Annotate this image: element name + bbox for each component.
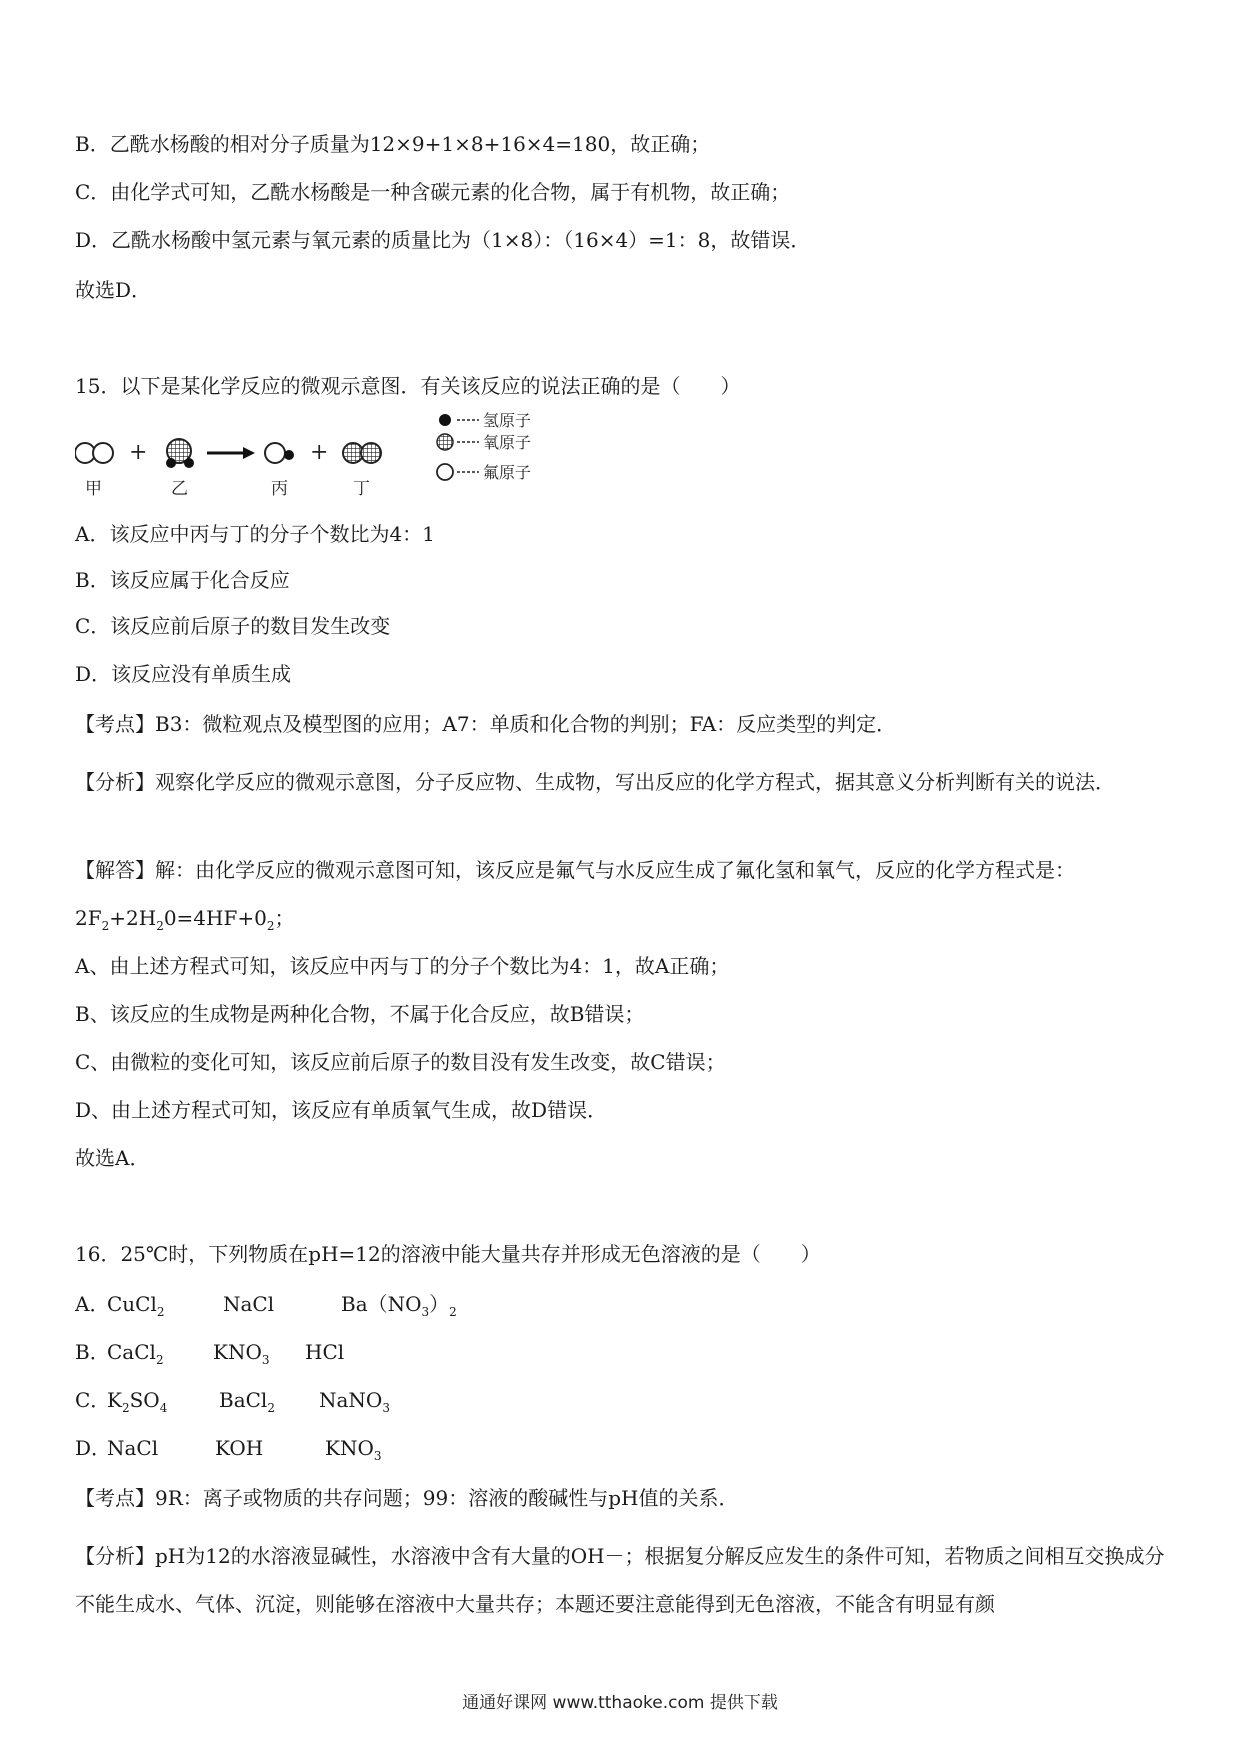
q15-jieda: 【解答】解：由化学反应的微观示意图可知，该反应是氟气与水反应生成了氟化氢和氧气，反应的化学方程式是： [75,858,1075,882]
reaction-diagram-svg [75,408,595,498]
formula: Ba（NO [341,1292,422,1316]
formula-sub: 4 [159,1401,168,1415]
formula: KOH [215,1436,264,1460]
reaction-diagram [75,408,595,498]
eq-sub: 2 [101,919,110,933]
q15-equation [75,904,1170,932]
formula-sub: 2 [121,1401,130,1415]
formula: BaCl [219,1388,268,1412]
q15-option-a: A．该反应中丙与丁的分子个数比为4：1 [75,522,435,546]
q15-fenxi: 【分析】观察化学反应的微观示意图，分子反应物、生成物，写出反应的化学方程式，据其意义分析判断有关的说法． [75,770,1115,794]
legend-hydrogen: 氢原子 [483,411,532,430]
q16-fenxi: 【分析】pH为12的水溶液显碱性，水溶液中含有大量的OH－；根据复分解反应发生的条件可知，若物质之间相互交换成分不能生成水、气体、沉淀，则能够在溶液中大量共存；本题还要注意能得到无色溶液，不能含有明显有颜 [75,1544,1165,1616]
q15-option-d: D．该反应没有单质生成 [75,662,292,686]
option-label: A． [75,1292,110,1316]
label-yi: 乙 [171,479,188,498]
q15-option-b: B．该反应属于化合反应 [75,568,290,592]
formula-sub: 2 [449,1305,457,1319]
q15-option-c: C．该反应前后原子的数目发生改变 [75,614,391,638]
q15-analysis-b: B、该反应的生成物是两种化合物，不属于化合反应，故B错误； [75,1002,645,1026]
formula-sub: 3 [382,1401,390,1415]
formula-sub: 2 [267,1401,275,1415]
svg-text:+: + [310,440,329,465]
formula-sub: 2 [156,1305,165,1319]
molecule-yi [166,439,194,468]
answer-line-b: B．乙酰水杨酸的相对分子质量为12×9+1×8+16×4=180，故正确； [75,132,711,156]
label-bing: 丙 [271,479,288,498]
formula: ） [429,1292,450,1316]
formula: CaCl [107,1340,156,1364]
option-label: C． [75,1388,111,1412]
formula: NaNO [319,1388,383,1412]
legend-oxygen: 氧原子 [483,433,532,452]
q16-stem: 16．25℃时，下列物质在pH=12的溶液中能大量共存并形成无色溶液的是（ ） [75,1242,821,1266]
formula: CuCl [107,1292,157,1316]
formula: NaCl [223,1292,275,1316]
q15-analysis-a: A、由上述方程式可知，该反应中丙与丁的分子个数比为4：1，故A正确； [75,954,730,978]
formula: K [107,1388,122,1412]
q15-stem: 15．以下是某化学反应的微观示意图．有关该反应的说法正确的是（ ） [75,374,741,398]
eq-part: 2F [75,906,102,930]
formula-sub: 3 [261,1353,270,1367]
formula: NaCl [107,1436,159,1460]
q16-kaodian: 【考点】9R：离子或物质的共存问题；99：溶液的酸碱性与pH值的关系． [75,1486,739,1510]
formula: SO [129,1388,160,1412]
eq-part: ； [274,906,295,930]
formula: KNO [325,1436,374,1460]
label-jia: 甲 [85,479,102,498]
formula: KNO [213,1340,262,1364]
eq-sub: 2 [266,919,275,933]
option-label: B． [75,1340,110,1364]
legend-fluorine: 氟原子 [483,463,532,482]
q15-analysis-d: D、由上述方程式可知，该反应有单质氧气生成，故D错误． [75,1098,608,1122]
eq-part: +2H [109,906,157,930]
option-label: D． [75,1436,112,1460]
legend [437,411,531,482]
formula-sub: 2 [155,1353,164,1367]
formula-sub: 3 [373,1449,382,1463]
molecule-jia [75,443,113,463]
formula-sub: 3 [421,1305,430,1319]
reaction-arrow [207,447,255,459]
page-footer: 通通好课网 www.tthaoke.com 提供下载 [462,1693,778,1713]
molecule-ding [343,443,381,463]
answer-line-c: C．由化学式可知，乙酰水杨酸是一种含碳元素的化合物，属于有机物，故正确； [75,180,791,204]
eq-part: 0=4HF+0 [163,906,267,930]
molecule-bing [265,443,294,463]
svg-text:+: + [129,440,148,465]
q15-kaodian: 【考点】B3：微粒观点及模型图的应用；A7：单质和化合物的判别；FA：反应类型的判定． [75,712,897,736]
label-ding: 丁 [353,479,370,498]
q15-analysis-c: C、由微粒的变化可知，该反应前后原子的数目没有发生改变，故C错误； [75,1050,726,1074]
answer-choice: 故选D． [75,278,152,302]
formula: HCl [305,1340,345,1364]
eq-sub: 2 [156,919,164,933]
q15-choice: 故选A． [75,1146,150,1170]
answer-line-d: D．乙酰水杨酸中氢元素与氧元素的质量比为（1×8）：（16×4）=1：8，故错误． [75,228,811,252]
